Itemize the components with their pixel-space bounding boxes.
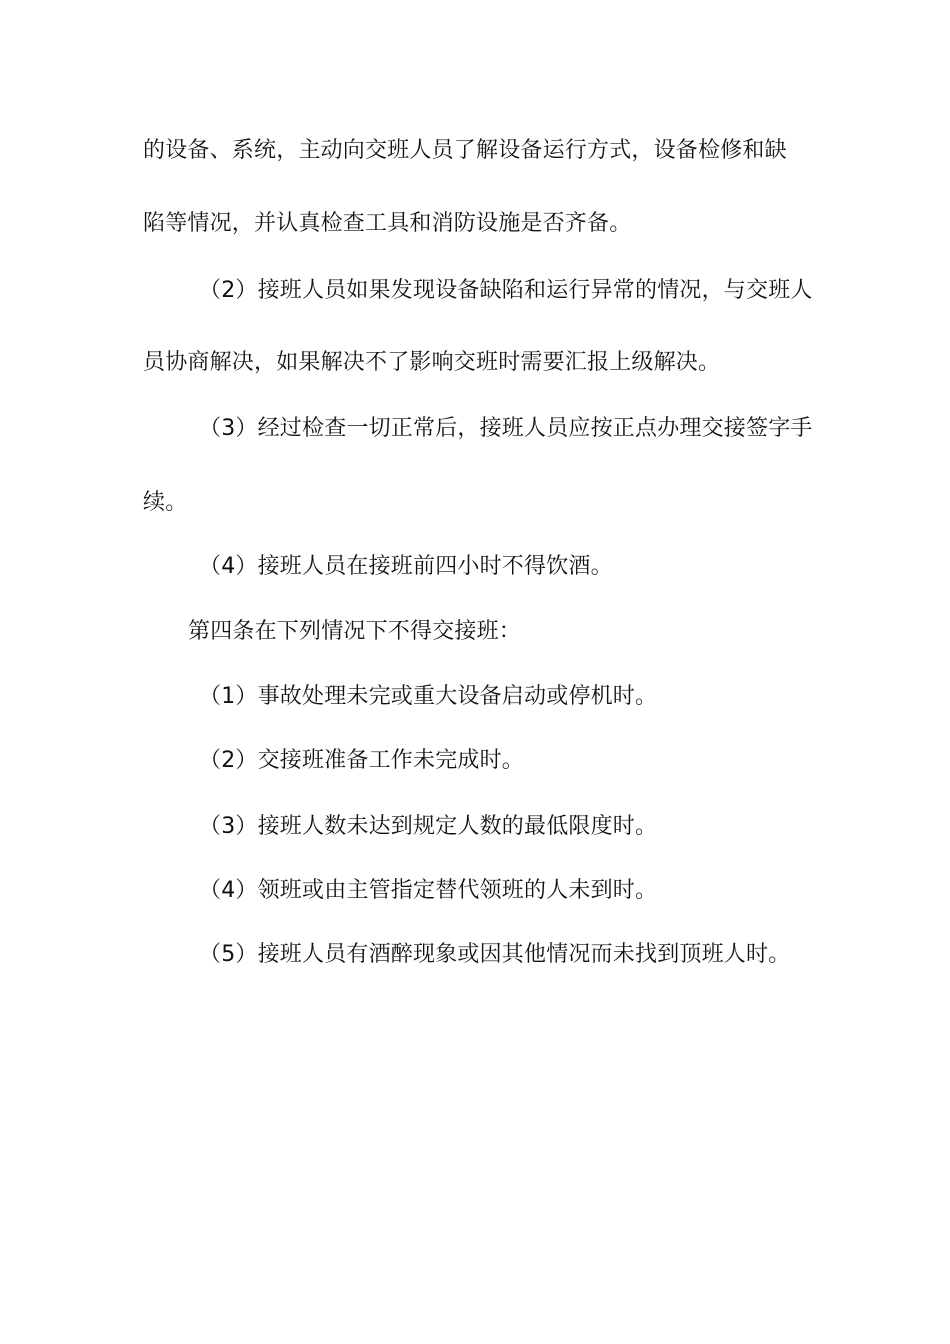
- list-item-4: （4）领班或由主管指定替代领班的人未到时。: [199, 878, 658, 903]
- paragraph-line-1: 的设备、系统，主动向交班人员了解设备运行方式，设备检修和缺: [143, 138, 787, 163]
- list-item-1: （1）事故处理未完或重大设备启动或停机时。: [199, 684, 658, 709]
- list-item-5: （5）接班人员有酒醉现象或因其他情况而未找到顶班人时。: [199, 942, 791, 967]
- paragraph-line-3: （2）接班人员如果发现设备缺陷和运行异常的情况，与交班人: [199, 278, 813, 303]
- paragraph-line-4: 员协商解决，如果解决不了影响交班时需要汇报上级解决。: [143, 350, 721, 375]
- section-heading: 第四条在下列情况下不得交接班：: [188, 619, 522, 644]
- paragraph-line-2: 陷等情况，并认真检查工具和消防设施是否齐备。: [143, 211, 632, 236]
- list-item-3: （3）接班人数未达到规定人数的最低限度时。: [199, 814, 658, 839]
- paragraph-line-6: 续。: [143, 490, 188, 515]
- paragraph-line-7: （4）接班人员在接班前四小时不得饮酒。: [199, 554, 613, 579]
- list-item-2: （2）交接班准备工作未完成时。: [199, 748, 524, 773]
- paragraph-line-5: （3）经过检查一切正常后，接班人员应按正点办理交接签字手: [199, 416, 813, 441]
